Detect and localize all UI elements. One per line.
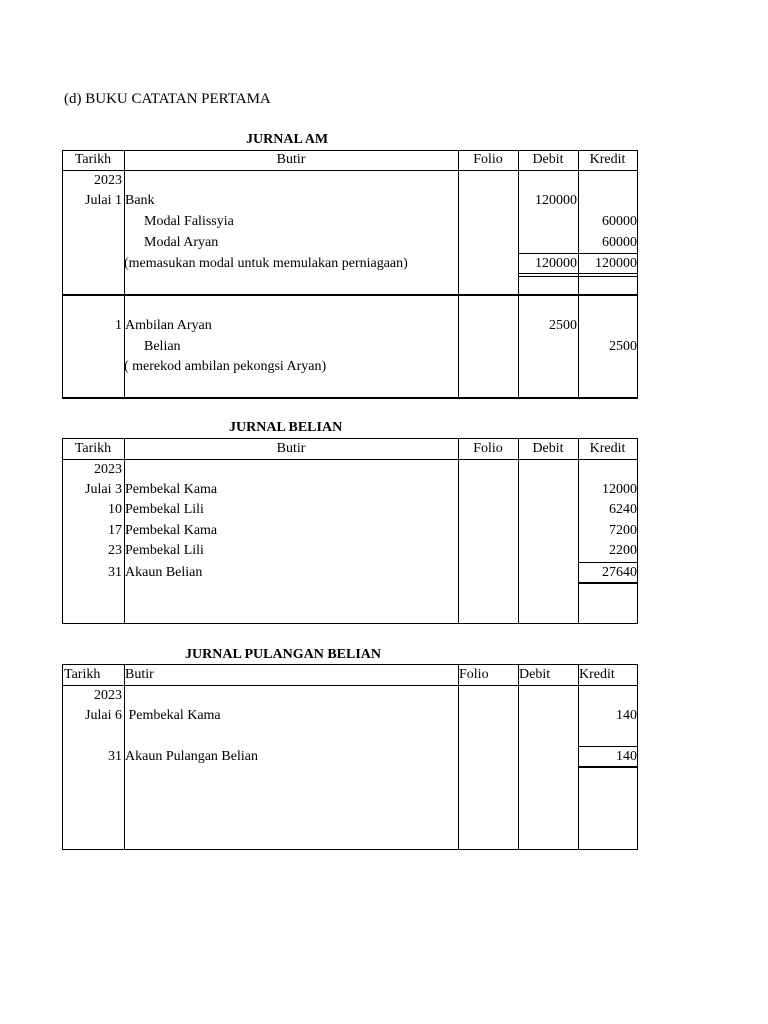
col-header-butir: Butir [276,152,306,167]
row-kredit: 6240 [609,502,637,517]
col-header-kredit: Kredit [589,441,626,456]
table-border [458,664,459,850]
col-header-folio: Folio [473,152,503,167]
total-rule [518,276,637,277]
credit-amount: 60000 [602,214,637,229]
table-border [62,397,638,399]
col-header-tarikh: Tarikh [64,667,101,682]
col-header-folio: Folio [459,667,489,682]
row-date: 31 [108,565,122,580]
col-header-butir: Butir [276,441,306,456]
row-kredit: 12000 [602,482,637,497]
row-butir: Akaun Pulangan Belian [125,749,258,764]
entry-date: Julai 1 [85,193,122,208]
table-border [62,170,638,171]
table-border [518,664,519,850]
debit-amount: 2500 [549,318,577,333]
row-butir: Pembekal Lili [125,502,204,517]
col-header-debit: Debit [532,152,564,167]
row-kredit: 7200 [609,523,637,538]
row-butir: Pembekal Kama [125,523,218,538]
jurnal-am-title: JURNAL AM [246,132,329,147]
total-credit: 120000 [595,256,637,271]
table-border [578,150,579,399]
row-date: 31 [108,749,122,764]
year: 2023 [94,173,122,188]
table-border [458,438,459,624]
year: 2023 [94,462,122,477]
col-header-debit: Debit [532,441,564,456]
debit-account: Ambilan Aryan [125,318,212,333]
table-border [62,294,638,296]
row-kredit: 140 [616,749,637,764]
row-kredit: 27640 [602,565,637,580]
narration: ( merekod ambilan pekongsi Aryan) [124,359,327,374]
col-header-debit: Debit [519,667,551,682]
row-kredit: 2200 [609,543,637,558]
row-butir: Pembekal Kama [125,482,218,497]
table-border [62,459,638,460]
col-header-tarikh: Tarikh [74,441,112,456]
table-border [62,623,638,624]
row-butir: Pembekal Lili [125,543,204,558]
credit-account: Modal Aryan [144,235,219,250]
jurnal-pulangan-belian-title: JURNAL PULANGAN BELIAN [185,647,382,662]
row-date: Julai 3 [85,482,122,497]
page-heading: (d) BUKU CATATAN PERTAMA [64,91,271,107]
debit-amount: 120000 [535,193,577,208]
table-border [458,150,459,399]
row-butir: Akaun Belian [125,565,203,580]
credit-account: Modal Falissyia [144,214,234,229]
col-header-folio: Folio [473,441,503,456]
year: 2023 [94,688,122,703]
row-date: 17 [108,523,122,538]
total-debit: 120000 [535,256,577,271]
row-date: 10 [108,502,122,517]
debit-account: Bank [125,193,155,208]
table-border [518,438,519,624]
col-header-kredit: Kredit [589,152,626,167]
row-date: Julai 6 [85,708,122,723]
row-date: 23 [108,543,122,558]
table-border [637,150,638,399]
credit-amount: 60000 [602,235,637,250]
entry-date: 1 [115,318,122,333]
row-butir: Pembekal Kama [125,708,221,723]
table-border [518,150,519,399]
jurnal-belian-title: JURNAL BELIAN [229,420,343,435]
col-header-tarikh: Tarikh [74,152,112,167]
narration: (memasukan modal untuk memulakan perniagaan) [124,256,408,271]
table-border [62,849,638,850]
col-header-kredit: Kredit [579,667,615,682]
credit-amount: 2500 [609,339,637,354]
table-border [62,685,638,686]
row-kredit: 140 [616,708,637,723]
table-border [637,664,638,850]
col-header-butir: Butir [125,667,154,682]
credit-account: Belian [144,339,181,354]
table-border [637,438,638,624]
